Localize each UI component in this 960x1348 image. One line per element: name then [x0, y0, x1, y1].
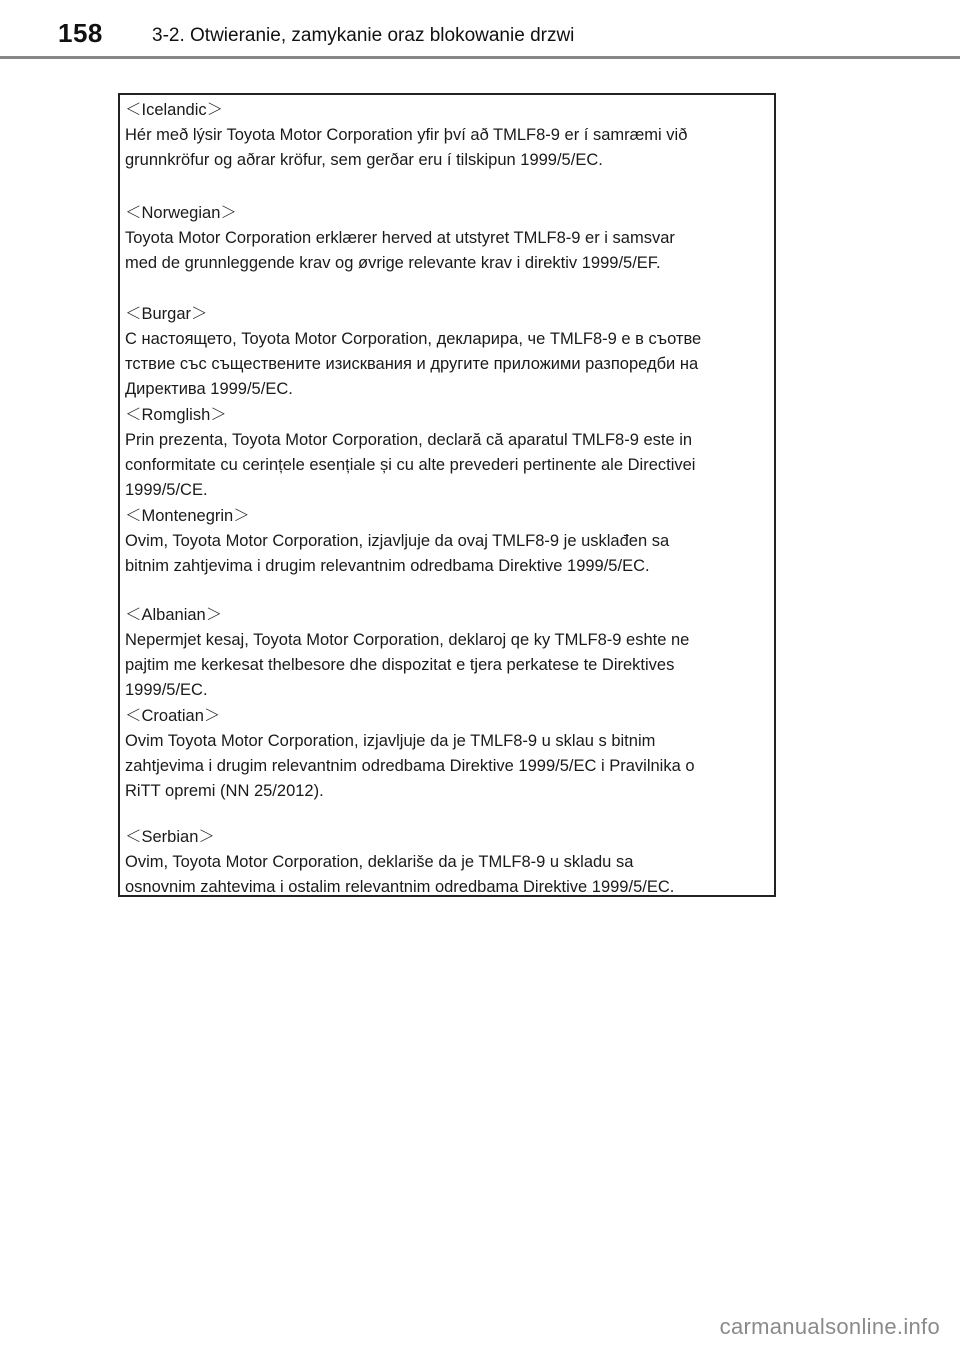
declaration-line: zahtjevima i drugim relevantnim odredbama Direktive 1999/5/EC i Pravilnika o	[125, 757, 695, 775]
declaration-romanian	[125, 402, 775, 503]
declaration-line: grunnkröfur og aðrar kröfur, sem gerðar eru í tilskipun 1999/5/EC.	[125, 151, 603, 169]
declaration-montenegrin	[125, 503, 775, 579]
declaration-line: Nepermjet kesaj, Toyota Motor Corporation, deklaroj qe ky TMLF8-9 eshte ne	[125, 631, 690, 649]
declaration-line: Директива 1999/5/EC.	[125, 380, 293, 398]
declaration-title: ＜Croatian＞	[125, 707, 221, 725]
declaration-line: pajtim me kerkesat thelbesore dhe dispozitat e tjera perkatese te Direktives	[125, 656, 675, 674]
declaration-text	[125, 327, 775, 402]
declaration-text	[125, 729, 775, 804]
declaration-line: RiTT opremi (NN 25/2012).	[125, 782, 324, 800]
declaration-line: 1999/5/CE.	[125, 481, 208, 499]
declaration-icelandic	[125, 97, 775, 173]
declarations-box	[118, 93, 776, 897]
declaration-line: С настоящето, Toyota Motor Corporation, декларира, че TMLF8-9 е в съотве	[125, 330, 702, 348]
section-title: 3-2. Otwieranie, zamykanie oraz blokowanie drzwi	[152, 25, 575, 46]
declaration-line: Ovim, Toyota Motor Corporation, izjavljuje da ovaj TMLF8-9 je usklađen sa	[125, 532, 670, 550]
declaration-albanian	[125, 602, 775, 703]
declaration-text	[125, 850, 775, 900]
page-header	[0, 0, 960, 62]
declaration-title: ＜Burgar＞	[125, 305, 208, 323]
header-divider	[0, 56, 960, 59]
declaration-title: ＜Icelandic＞	[125, 101, 224, 119]
declaration-text	[125, 226, 775, 276]
declaration-line: bitnim zahtjevima i drugim relevantnim odredbama Direktive 1999/5/EC.	[125, 557, 650, 575]
declaration-text	[125, 628, 775, 703]
declaration-title: ＜Norwegian＞	[125, 204, 237, 222]
declaration-text	[125, 529, 775, 579]
declaration-title: ＜Montenegrin＞	[125, 507, 250, 525]
declaration-text	[125, 123, 775, 173]
declaration-line: osnovnim zahtevima i ostalim relevantnim odredbama Direktive 1999/5/EC.	[125, 878, 675, 896]
declaration-line: Hér með lýsir Toyota Motor Corporation yfir því að TMLF8-9 er í samræmi við	[125, 126, 688, 144]
page-number: 158	[58, 18, 103, 48]
declaration-serbian	[125, 824, 775, 900]
declaration-title: ＜Serbian＞	[125, 828, 215, 846]
declaration-title: ＜Romglish＞	[125, 406, 227, 424]
declaration-line: тствие със съществените изисквания и другите приложими разпоредби на	[125, 355, 699, 373]
declaration-line: Prin prezenta, Toyota Motor Corporation, declară că aparatul TMLF8-9 este in	[125, 431, 693, 449]
declaration-bulgarian	[125, 301, 775, 402]
declaration-line: Ovim, Toyota Motor Corporation, deklariše da je TMLF8-9 u skladu sa	[125, 853, 634, 871]
declaration-croatian	[125, 703, 775, 804]
declaration-norwegian	[125, 200, 775, 276]
declaration-line: Toyota Motor Corporation erklærer herved at utstyret TMLF8-9 er i samsvar	[125, 229, 675, 247]
watermark: carmanualsonline.info	[719, 1314, 940, 1339]
declaration-line: conformitate cu cerințele esențiale și cu alte prevederi pertinente ale Directivei	[125, 456, 696, 474]
declaration-line: Ovim Toyota Motor Corporation, izjavljuje da je TMLF8-9 u sklau s bitnim	[125, 732, 656, 750]
declaration-line: med de grunnleggende krav og øvrige relevante krav i direktiv 1999/5/EF.	[125, 254, 661, 272]
declaration-title: ＜Albanian＞	[125, 606, 223, 624]
declaration-text	[125, 428, 775, 503]
declaration-line: 1999/5/EC.	[125, 681, 208, 699]
